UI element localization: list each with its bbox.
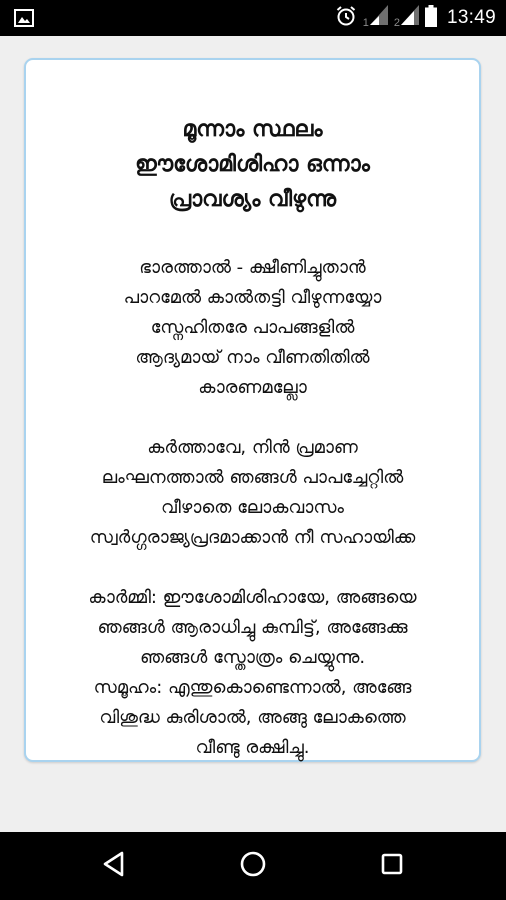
status-bar: [0, 0, 506, 36]
home-button[interactable]: [236, 849, 270, 883]
recents-button[interactable]: [375, 849, 409, 883]
sim2-label: 2: [393, 17, 400, 29]
navigation-bar: [0, 832, 506, 900]
home-icon: [239, 850, 267, 882]
clock: 13:49: [446, 7, 496, 28]
station-title: മൂന്നാം സ്ഥലം ഈശോമിശിഹാ ഒന്നാം പ്രാവശ്യം വീഴുന്നു: [135, 117, 370, 212]
hymn-verse: ഭാരത്താൽ - ക്ഷീണിച്ചുതാൻ പാറമേൽ കാൽതട്ടി വീഴുന്നയ്യോ സ്നേഹിതരേ പാപങ്ങളിൽ ആദ്യമായ് നാം വീണതിതിൽ കാരണമല്ലോ: [123, 257, 382, 398]
back-button[interactable]: [97, 849, 131, 883]
alarm-icon: [335, 5, 357, 31]
prayer-card: [24, 58, 481, 762]
sim2-signal: [394, 7, 419, 29]
signal-icon: [370, 5, 388, 29]
battery-icon: [425, 5, 437, 31]
recents-icon: [380, 852, 404, 880]
status-icons: [335, 0, 496, 36]
signal-icon: [401, 5, 419, 29]
image-notification-icon: [14, 9, 34, 27]
sim1-signal: [363, 7, 388, 29]
back-icon: [102, 851, 126, 881]
prayer-verse: കർത്താവേ, നിൻ പ്രമാണ ലംഘനത്താൽ ഞങ്ങൾ പാപച്ചേറ്റിൽ വീഴാതെ ലോകവാസം സ്വർഗ്ഗരാജ്യപ്രദമാക്കാൻ നീ സഹായിക്ക: [89, 437, 416, 548]
response-text: കാർമ്മി: ഈശോമിശിഹായേ, അങ്ങയെ ഞങ്ങൾ ആരാധിച്ചു കുമ്പിട്ട്, അങ്ങേക്കു ഞങ്ങൾ സ്തോത്രം ചെയ്യുന്നു. സമൂഹം: എന്തുകൊണ്ടെന്നാൽ, അങ്ങേ വിശുദ്ധ കുരിശാൽ, അങ്ങു ലോകത്തെ വീണ്ടു രക്ഷിച്ചു.: [88, 587, 417, 758]
sim1-label: 1: [362, 17, 369, 29]
